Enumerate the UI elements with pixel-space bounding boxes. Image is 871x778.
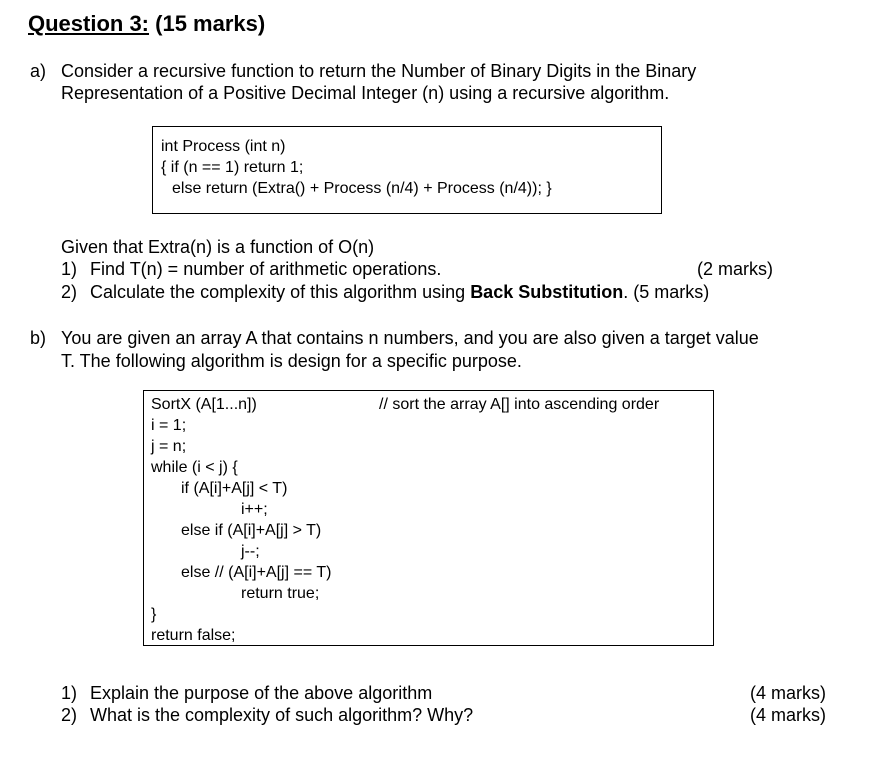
code-line: else if (A[i]+A[j] > T) — [181, 522, 322, 539]
part-a-q2-text-bold: Back Substitution — [470, 282, 624, 302]
part-a-given: Given that Extra(n) is a function of O(n) — [61, 237, 375, 257]
part-a-q2-text-post: . (5 marks) — [623, 282, 710, 302]
code-line: { if (n == 1) return 1; — [161, 159, 304, 176]
part-a-label: a) — [30, 61, 47, 81]
part-b-code-box — [143, 390, 714, 646]
code-line: return false; — [151, 627, 236, 644]
code-line: j--; — [241, 543, 260, 560]
part-b-label: b) — [30, 328, 47, 348]
part-a-q1-text: Find T(n) = number of arithmetic operations. — [90, 259, 442, 279]
part-b-intro-line2: T. The following algorithm is design for a specific purpose. — [61, 351, 522, 371]
part-b-intro-line1: You are given an array A that contains n numbers, and you are also given a target value — [61, 328, 759, 348]
part-b-q1-text: Explain the purpose of the above algorithm — [90, 683, 433, 703]
part-a-q2-number: 2) — [61, 282, 78, 302]
part-b-q1-marks: (4 marks) — [750, 683, 826, 703]
code-comment: // sort the array A[] into ascending order — [379, 396, 660, 413]
code-line: int Process (int n) — [161, 138, 286, 155]
part-a-intro-line1: Consider a recursive function to return the Number of Binary Digits in the Binary — [61, 61, 697, 81]
part-b-q2-text: What is the complexity of such algorithm? Why? — [90, 705, 474, 725]
code-line: else return (Extra() + Process (n/4) + Process (n/4)); } — [172, 180, 552, 197]
question-heading: Question 3: — [28, 11, 150, 36]
code-line: i = 1; — [151, 417, 187, 434]
part-a-code-box — [152, 126, 662, 214]
part-a-q2-text — [90, 281, 709, 303]
part-a-q2-text-pre: Calculate the complexity of this algorithm using — [90, 282, 471, 302]
code-line: } — [151, 606, 157, 623]
question-title — [28, 10, 265, 38]
code-line: if (A[i]+A[j] < T) — [181, 480, 288, 497]
code-line: j = n; — [151, 438, 187, 455]
question-marks: (15 marks) — [155, 11, 266, 36]
code-line: return true; — [241, 585, 320, 602]
code-line: i++; — [241, 501, 268, 518]
code-line: while (i < j) { — [151, 459, 238, 476]
part-a-q1-number: 1) — [61, 259, 78, 279]
part-b-q2-number: 2) — [61, 705, 78, 725]
part-a-q1-marks: (2 marks) — [697, 259, 773, 279]
part-b-q2-marks: (4 marks) — [750, 705, 826, 725]
part-b-q1-number: 1) — [61, 683, 78, 703]
code-line: else // (A[i]+A[j] == T) — [181, 564, 332, 581]
part-a-intro-line2: Representation of a Positive Decimal Integer (n) using a recursive algorithm. — [61, 83, 670, 103]
code-line: SortX (A[1...n]) — [151, 396, 257, 413]
